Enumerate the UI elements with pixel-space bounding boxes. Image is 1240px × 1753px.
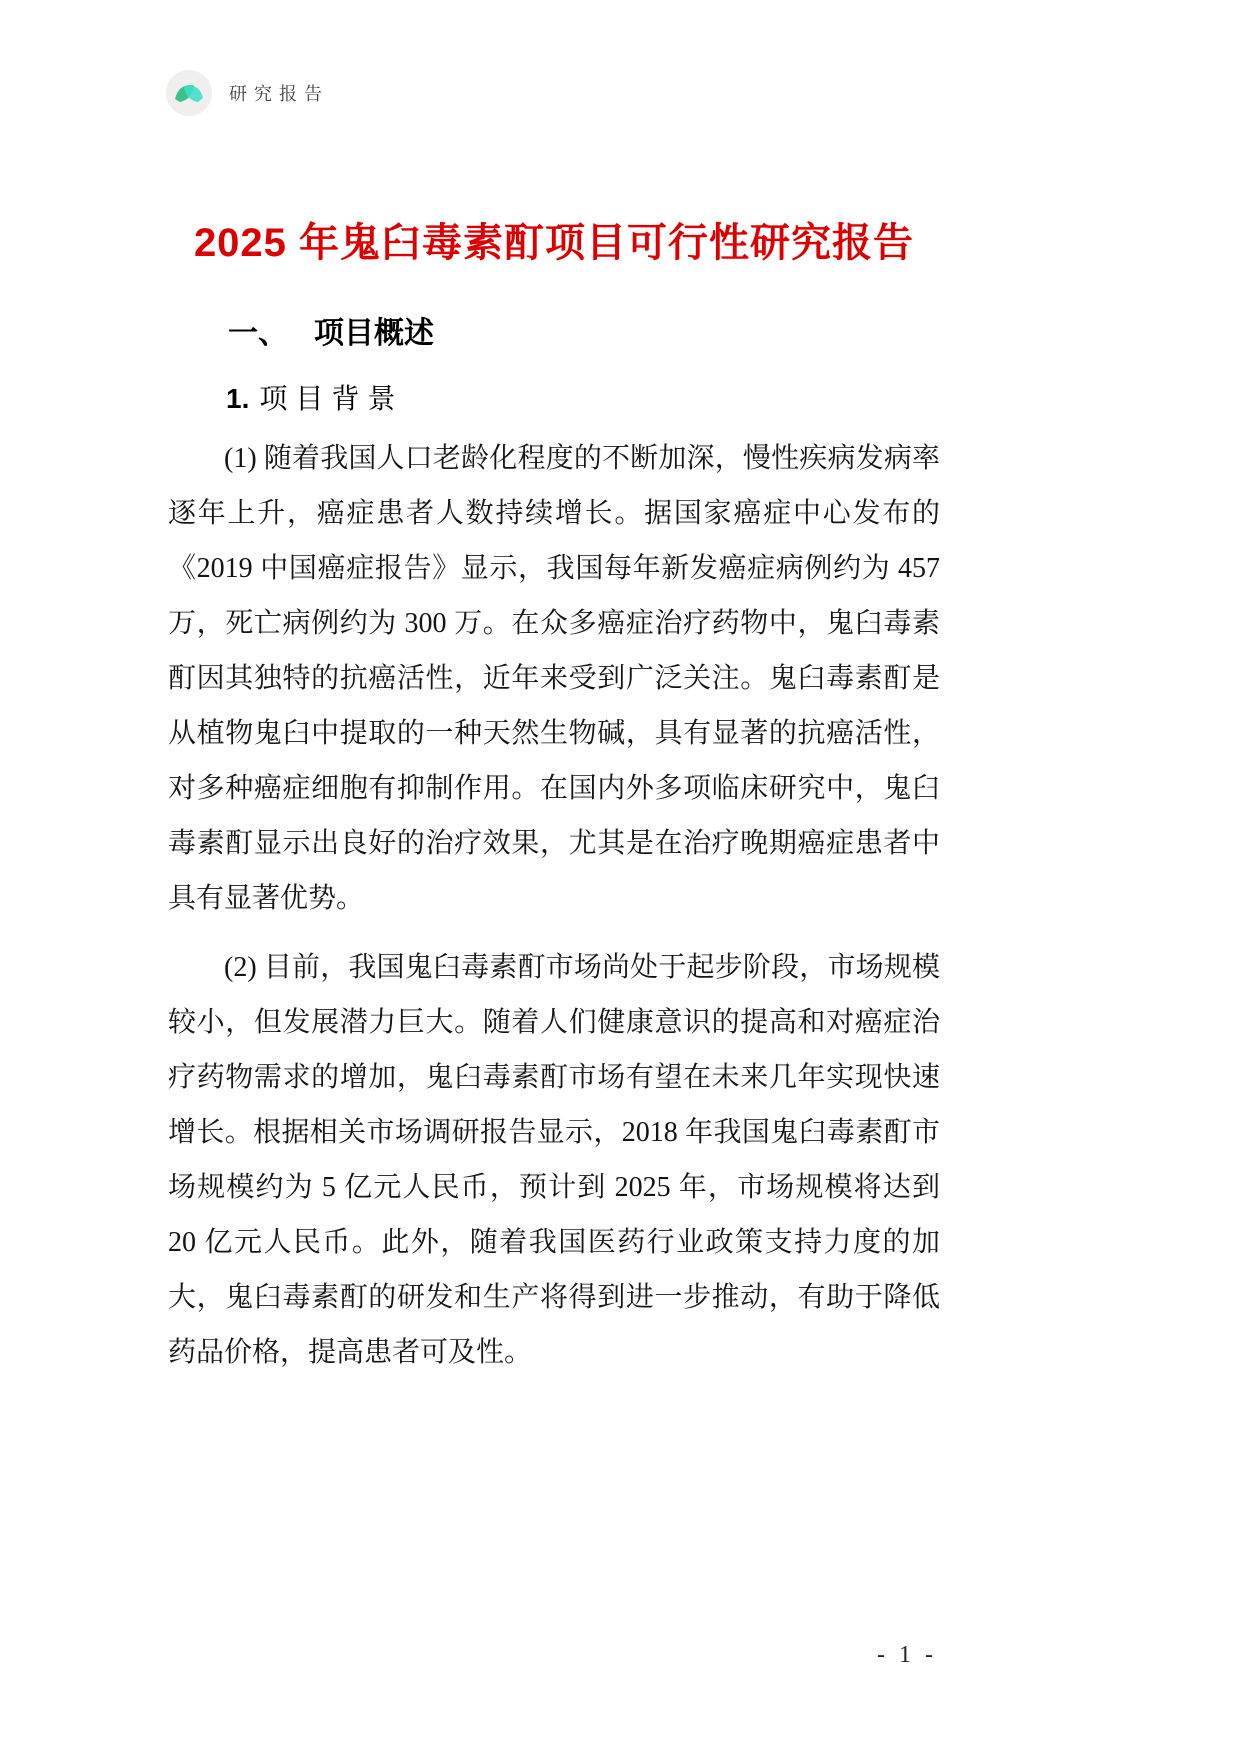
brand-name: 研究报告 xyxy=(229,84,329,104)
paragraph-2: (2) 目前，我国鬼臼毒素酊市场尚处于起步阶段，市场规模较小，但发展潜力巨大。随着人们健康意识的提高和对癌症治疗药物需求的增加，鬼臼毒素酊市场有望在未来几年实现快速增长。根据相关市场调研报告显示，2018 年我国鬼臼毒素酊市场规模约为 5 亿元人民币，预计到 2025 年，市场规模将达到 20 亿元人民币。此外，随着我国医药行业政策支持力度的加大，鬼臼毒素酊的研发和生产将得到进一步推动，有助于降低药品价格，提高患者可及性。 xyxy=(168,951,940,1368)
document-body xyxy=(168,316,940,1380)
paragraph-block xyxy=(168,431,940,1380)
section-label: 项目概述 xyxy=(314,317,434,350)
page-number: - 1 - xyxy=(877,1642,937,1668)
subsection-label: 项目背景 xyxy=(259,384,404,415)
brand-logo-icon xyxy=(166,70,212,116)
subsection-heading xyxy=(226,382,940,417)
paragraph-1: (1) 随着我国人口老龄化程度的不断加深，慢性疾病发病率逐年上升，癌症患者人数持续增长。据国家癌症中心发布的《2019 中国癌症报告》显示，我国每年新发癌症病例约为 457 万，死亡病例约为 300 万。在众多癌症治疗药物中，鬼臼毒素酊因其独特的抗癌活性，近年来受到广泛关注。鬼臼毒素酊是从植物鬼臼中提取的一种天然生物碱，具有显著的抗癌活性，对多种癌症细胞有抑制作用。在国内外多项临床研究中，鬼臼毒素酊显示出良好的治疗效果，尤其是在治疗晚期癌症患者中具有显著优势。 xyxy=(168,442,940,914)
section-number: 一、 xyxy=(228,317,288,350)
section-heading xyxy=(228,316,940,352)
brand-header xyxy=(166,70,329,116)
page-title: 2025 年鬼臼毒素酊项目可行性研究报告 xyxy=(193,220,915,265)
subsection-number: 1. xyxy=(226,383,250,414)
